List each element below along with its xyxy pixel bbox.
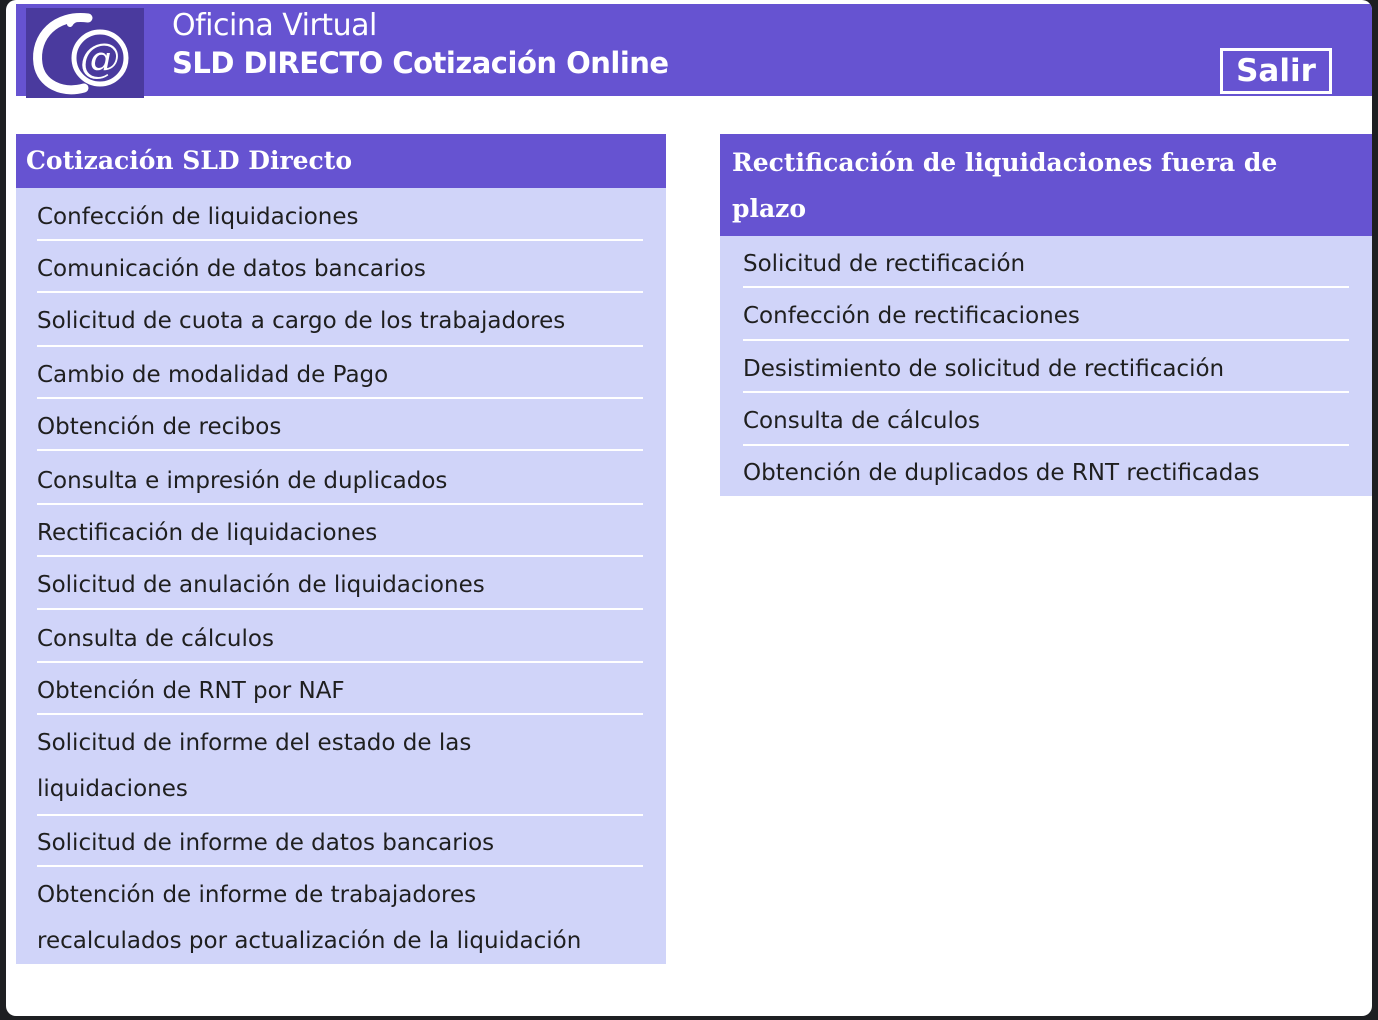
menu-item-informe-estado-liquidaciones[interactable]: Solicitud de informe del estado de las liquidaciones [37, 730, 472, 802]
menu-item-comunicacion-datos-bancarios[interactable]: Comunicación de datos bancarios [37, 256, 426, 282]
divider [37, 608, 643, 610]
panel-heading-line: Rectificación de liquidaciones fuera de [732, 148, 1278, 177]
divider [37, 555, 643, 557]
panel-heading: Cotización SLD Directo [16, 134, 666, 188]
app-title: Oficina Virtual [172, 8, 377, 43]
svg-text:@: @ [80, 36, 120, 82]
menu-item-rnt-por-naf[interactable]: Obtención de RNT por NAF [37, 678, 345, 704]
menu-item-obtencion-recibos[interactable]: Obtención de recibos [37, 414, 282, 440]
logout-button[interactable]: Salir [1220, 48, 1332, 94]
divider [37, 814, 643, 816]
panel-heading-line: plazo [732, 194, 807, 223]
divider [37, 397, 643, 399]
at-sign-logo-icon [26, 8, 144, 98]
menu-item-informe-trabajadores-recalculados[interactable]: Obtención de informe de trabajadores recalculados por actualización de la liquidación [37, 882, 582, 954]
divider [37, 661, 643, 663]
panel-heading [720, 134, 1372, 236]
divider [743, 286, 1349, 288]
rectificacion-fuera-plazo-panel [720, 134, 1372, 496]
divider [37, 503, 643, 505]
menu-item-confeccion-liquidaciones[interactable]: Confección de liquidaciones [37, 204, 359, 230]
menu-item-solicitud-rectificacion[interactable]: Solicitud de rectificación [743, 251, 1026, 277]
divider [37, 345, 643, 347]
menu-item-informe-datos-bancarios[interactable]: Solicitud de informe de datos bancarios [37, 830, 495, 856]
menu-item-cambio-modalidad-pago[interactable]: Cambio de modalidad de Pago [37, 362, 389, 388]
divider [743, 444, 1349, 446]
sld-directo-panel [16, 134, 666, 964]
divider [743, 339, 1349, 341]
divider [37, 239, 643, 241]
menu-item-anulacion-liquidaciones[interactable]: Solicitud de anulación de liquidaciones [37, 572, 485, 598]
menu-item-consulta-impresion-duplicados[interactable]: Consulta e impresión de duplicados [37, 468, 448, 494]
divider [37, 449, 643, 451]
divider [37, 713, 643, 715]
menu-item-consulta-calculos-rectificacion[interactable]: Consulta de cálculos [743, 408, 980, 434]
divider [37, 865, 643, 867]
menu-item-confeccion-rectificaciones[interactable]: Confección de rectificaciones [743, 303, 1080, 329]
divider [37, 291, 643, 293]
menu-item-duplicados-rnt-rectificadas[interactable]: Obtención de duplicados de RNT rectificadas [743, 460, 1260, 486]
menu-item-solicitud-cuota-trabajadores[interactable]: Solicitud de cuota a cargo de los trabajadores [37, 308, 566, 334]
divider [743, 391, 1349, 393]
menu-item-desistimiento-rectificacion[interactable]: Desistimiento de solicitud de rectificación [743, 356, 1225, 382]
menu-item-consulta-calculos[interactable]: Consulta de cálculos [37, 626, 274, 652]
menu-item-rectificacion-liquidaciones[interactable]: Rectificación de liquidaciones [37, 520, 378, 546]
app-window [6, 0, 1372, 1016]
app-subtitle: SLD DIRECTO Cotización Online [172, 46, 669, 80]
header-bar [16, 4, 1372, 96]
